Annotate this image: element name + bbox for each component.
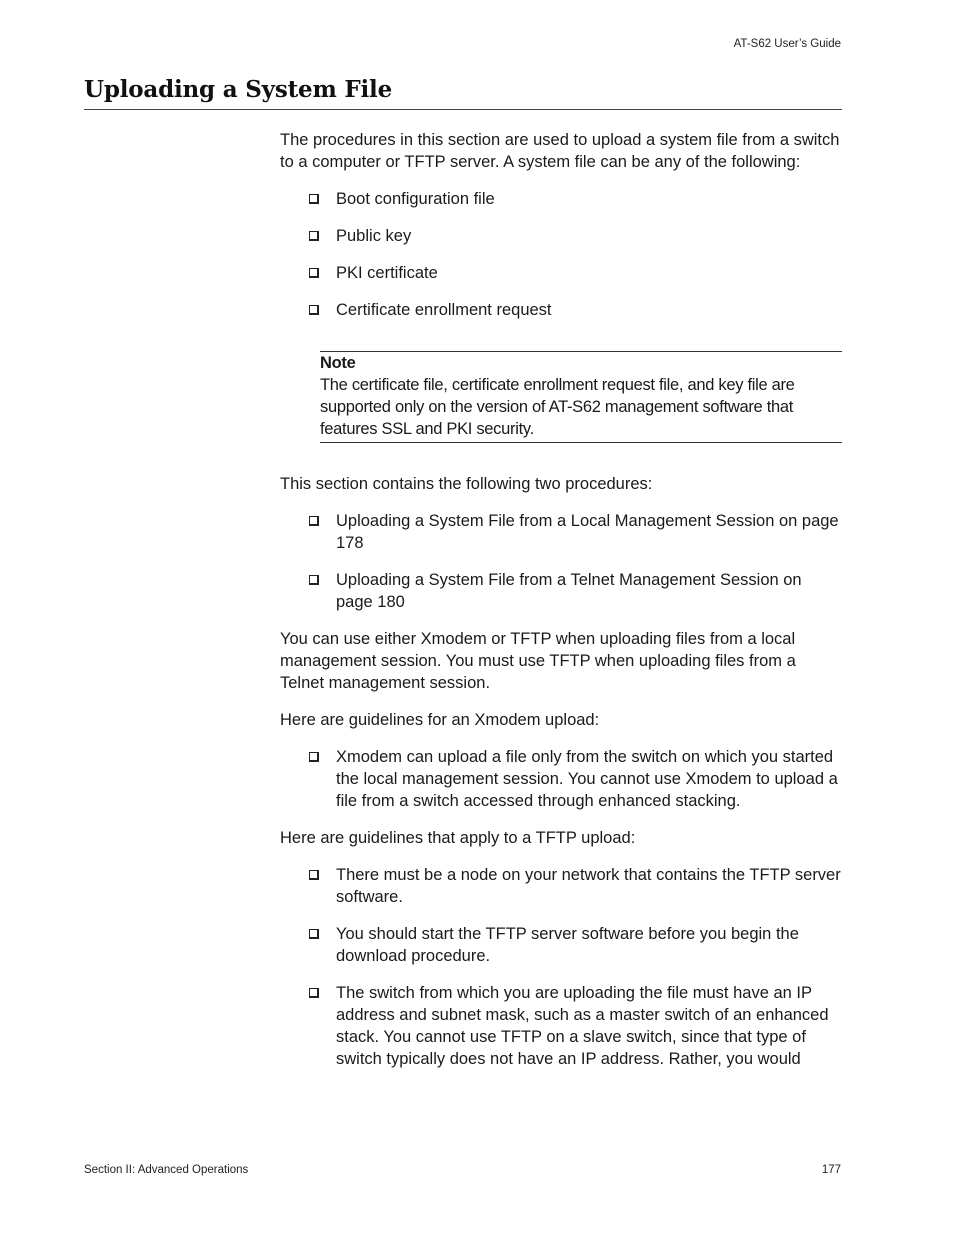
checkbox-bullet-icon (309, 929, 319, 939)
note-box (320, 351, 842, 443)
procedure-list (280, 510, 842, 613)
xmodem-guideline-list (280, 746, 842, 812)
list-item: The switch from which you are uploading the file must have an IP address and subnet mask, such as a master switch of an enhanced stack. You cannot use TFTP on a slave switch, since that type of switch typically does not have an IP address. Rather, you would (280, 982, 842, 1070)
checkbox-bullet-icon (309, 752, 319, 762)
methods-paragraph: You can use either Xmodem or TFTP when uploading files from a local management session. You must use TFTP when uploading files from a Telnet management session. (280, 630, 796, 692)
title-rule (84, 109, 842, 110)
list-item: Uploading a System File from a Telnet Management Session on page 180 (280, 569, 842, 613)
checkbox-bullet-icon (309, 575, 319, 585)
page-title: Uploading a System File (84, 76, 393, 103)
procedures-intro: This section contains the following two procedures: (280, 475, 653, 493)
running-head: AT-S62 User’s Guide (733, 38, 841, 50)
body-column (280, 129, 842, 1085)
list-item: Xmodem can upload a file only from the switch on which you started the local management session. You cannot use Xmodem to upload a file from a switch accessed through enhanced stacking. (280, 746, 842, 812)
intro-paragraph: The procedures in this section are used to upload a system file from a switch to a computer or TFTP server. A system file can be any of the following: (280, 131, 840, 171)
checkbox-bullet-icon (309, 231, 319, 241)
tftp-guideline-list (280, 864, 842, 1070)
checkbox-bullet-icon (309, 870, 319, 880)
note-heading: Note (320, 354, 356, 372)
list-item: There must be a node on your network that contains the TFTP server software. (280, 864, 842, 908)
xmodem-intro: Here are guidelines for an Xmodem upload: (280, 711, 600, 729)
list-item: Uploading a System File from a Local Management Session on page 178 (280, 510, 842, 554)
tftp-intro: Here are guidelines that apply to a TFTP upload: (280, 829, 636, 847)
checkbox-bullet-icon (309, 305, 319, 315)
page-number: 177 (821, 1164, 841, 1176)
list-item: PKI certificate (280, 262, 842, 284)
list-item: Certificate enrollment request (280, 299, 842, 321)
note-text: The certificate file, certificate enrollment request file, and key file are supported only on the version of AT-S62 management software that features SSL and PKI security. (320, 376, 795, 438)
footer-section: Section II: Advanced Operations (84, 1164, 249, 1176)
list-item: Public key (280, 225, 842, 247)
checkbox-bullet-icon (309, 516, 319, 526)
list-item: Boot configuration file (280, 188, 842, 210)
checkbox-bullet-icon (309, 268, 319, 278)
file-type-list (280, 188, 842, 321)
checkbox-bullet-icon (309, 194, 319, 204)
checkbox-bullet-icon (309, 988, 319, 998)
list-item: You should start the TFTP server software before you begin the download procedure. (280, 923, 842, 967)
